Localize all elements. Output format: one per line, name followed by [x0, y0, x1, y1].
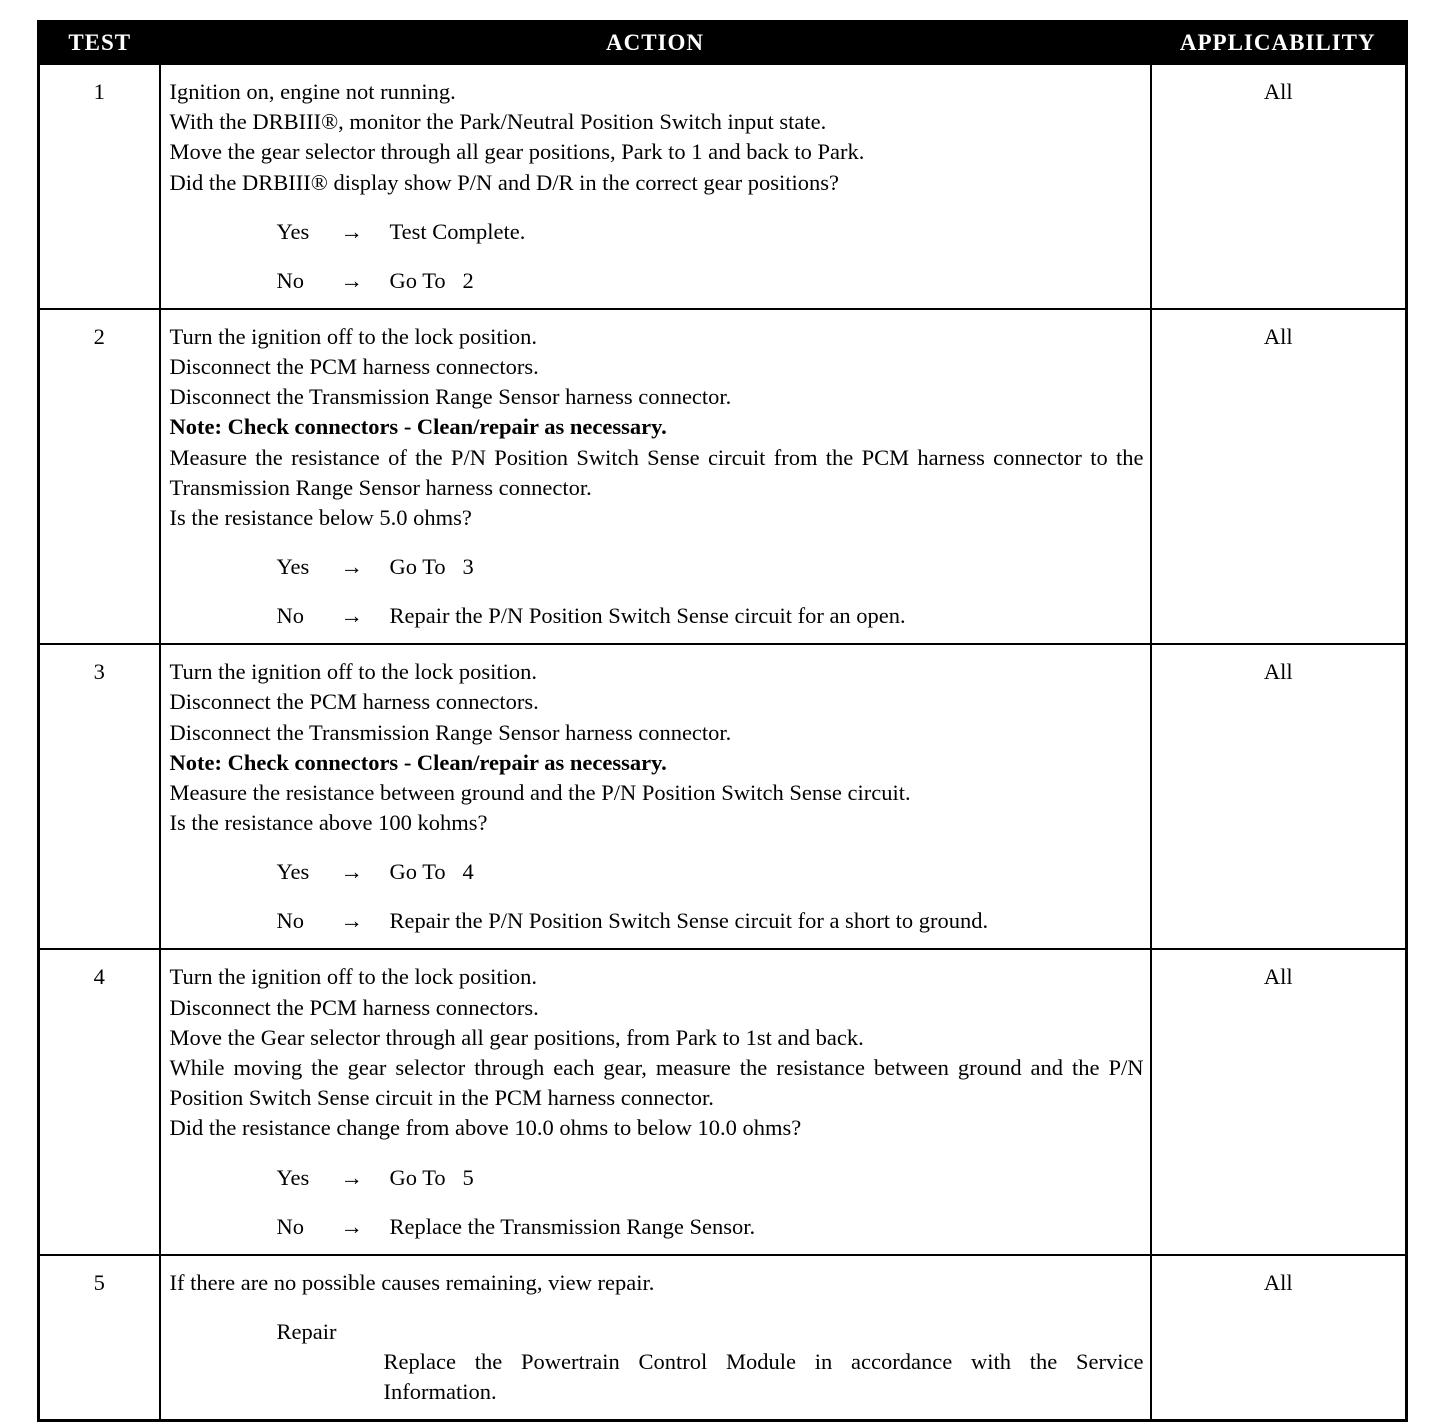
yes-result: Go To 4: [389, 859, 474, 885]
repair-label: Repair: [276, 1318, 337, 1344]
action-cell: [160, 949, 1151, 1254]
action-line: Disconnect the Transmission Range Sensor harness connector.: [169, 719, 732, 745]
arrow-icon: →: [340, 859, 363, 885]
yes-choice: [277, 217, 1144, 247]
arrow-icon: →: [340, 218, 363, 244]
yes-result: Go To 5: [389, 1164, 474, 1190]
action-line: Disconnect the PCM harness connectors.: [169, 994, 539, 1020]
header-test: TEST: [39, 22, 160, 65]
action-line: Turn the ignition off to the lock position.: [169, 964, 538, 990]
question-text: Is the resistance above 100 kohms?: [169, 810, 488, 836]
applicability-cell: All: [1151, 1255, 1407, 1421]
yes-label: Yes: [276, 218, 310, 244]
action-line: Disconnect the PCM harness connectors.: [169, 689, 539, 715]
action-line: Turn the ignition off to the lock position.: [169, 659, 538, 685]
arrow-icon: →: [340, 1164, 363, 1190]
test-number: 1: [39, 64, 160, 309]
header-applicability: APPLICABILITY: [1151, 22, 1407, 65]
test-number: 3: [39, 644, 160, 949]
action-cell: [160, 644, 1151, 949]
diagnostic-test-table: [37, 20, 1408, 1422]
action-line: Disconnect the PCM harness connectors.: [169, 354, 539, 380]
arrow-icon: →: [340, 908, 363, 934]
test-number: 4: [39, 949, 160, 1254]
no-result: Go To 2: [389, 267, 474, 293]
no-label: No: [276, 603, 304, 629]
yes-choice: [277, 1163, 1144, 1193]
action-cell: [160, 1255, 1151, 1421]
no-label: No: [276, 1213, 304, 1239]
table-row: [39, 1255, 1407, 1421]
applicability-cell: All: [1151, 309, 1407, 644]
table-header-row: [39, 22, 1407, 65]
arrow-icon: →: [340, 554, 363, 580]
action-line: Disconnect the Transmission Range Sensor harness connector.: [169, 384, 732, 410]
arrow-icon: →: [340, 1213, 363, 1239]
yes-result: Test Complete.: [389, 218, 526, 244]
arrow-icon: →: [340, 603, 363, 629]
action-cell: [160, 64, 1151, 309]
action-line: If there are no possible causes remaining, view repair.: [169, 1269, 655, 1295]
measure-instruction: While moving the gear selector through each gear, measure the resistance between ground and the P/N Position Switch Sense circuit in the PCM harness connector.: [169, 1055, 1144, 1111]
no-result: Replace the Transmission Range Sensor.: [389, 1213, 756, 1239]
action-line: Measure the resistance between ground and the P/N Position Switch Sense circuit.: [169, 780, 911, 806]
action-line: Ignition on, engine not running.: [169, 79, 456, 104]
applicability-cell: All: [1151, 949, 1407, 1254]
question-text: Is the resistance below 5.0 ohms?: [169, 505, 472, 531]
yes-choice: [277, 857, 1144, 887]
question-text: Did the resistance change from above 10.0 ohms to below 10.0 ohms?: [169, 1115, 802, 1141]
action-cell: [160, 309, 1151, 644]
no-label: No: [276, 267, 304, 293]
yes-result: Go To 3: [389, 554, 474, 580]
no-choice: [277, 601, 1144, 631]
test-number: 2: [39, 309, 160, 644]
no-choice: [277, 906, 1144, 936]
choice-list: [277, 1163, 1144, 1242]
action-line: Did the DRBIII® display show P/N and D/R in the correct gear positions?: [169, 169, 839, 195]
measure-instruction: Measure the resistance of the P/N Position Switch Sense circuit from the PCM harness connector to the Transmission Range Sensor harness connector.: [169, 444, 1144, 500]
choice-list: [277, 857, 1144, 936]
no-label: No: [276, 908, 304, 934]
test-number: 5: [39, 1255, 160, 1421]
table-row: [39, 309, 1407, 644]
arrow-icon: →: [340, 267, 363, 293]
choice-list: [277, 217, 1144, 296]
action-line: Move the Gear selector through all gear positions, from Park to 1st and back.: [169, 1024, 864, 1050]
repair-instruction: Replace the Powertrain Control Module in accordance with the Service Information.: [383, 1349, 1144, 1405]
no-choice: [277, 1212, 1144, 1242]
header-action: ACTION: [160, 22, 1151, 65]
action-line: Move the gear selector through all gear positions, Park to 1 and back to Park.: [169, 139, 865, 165]
table-row: [39, 64, 1407, 309]
yes-label: Yes: [276, 1164, 310, 1190]
no-choice: [277, 266, 1144, 296]
action-line: With the DRBIII®, monitor the Park/Neutral Position Switch input state.: [169, 109, 827, 135]
applicability-cell: All: [1151, 644, 1407, 949]
yes-label: Yes: [276, 859, 310, 885]
choice-list: [277, 552, 1144, 631]
action-line: Turn the ignition off to the lock position.: [169, 323, 538, 349]
table-row: [39, 949, 1407, 1254]
note-text: Note: Check connectors - Clean/repair as necessary.: [169, 749, 667, 775]
yes-choice: [277, 552, 1144, 582]
yes-label: Yes: [276, 554, 310, 580]
table-row: [39, 644, 1407, 949]
no-result: Repair the P/N Position Switch Sense circuit for an open.: [389, 603, 906, 629]
note-text: Note: Check connectors - Clean/repair as necessary.: [169, 414, 667, 440]
no-result: Repair the P/N Position Switch Sense circuit for a short to ground.: [389, 908, 989, 934]
applicability-cell: All: [1151, 64, 1407, 309]
